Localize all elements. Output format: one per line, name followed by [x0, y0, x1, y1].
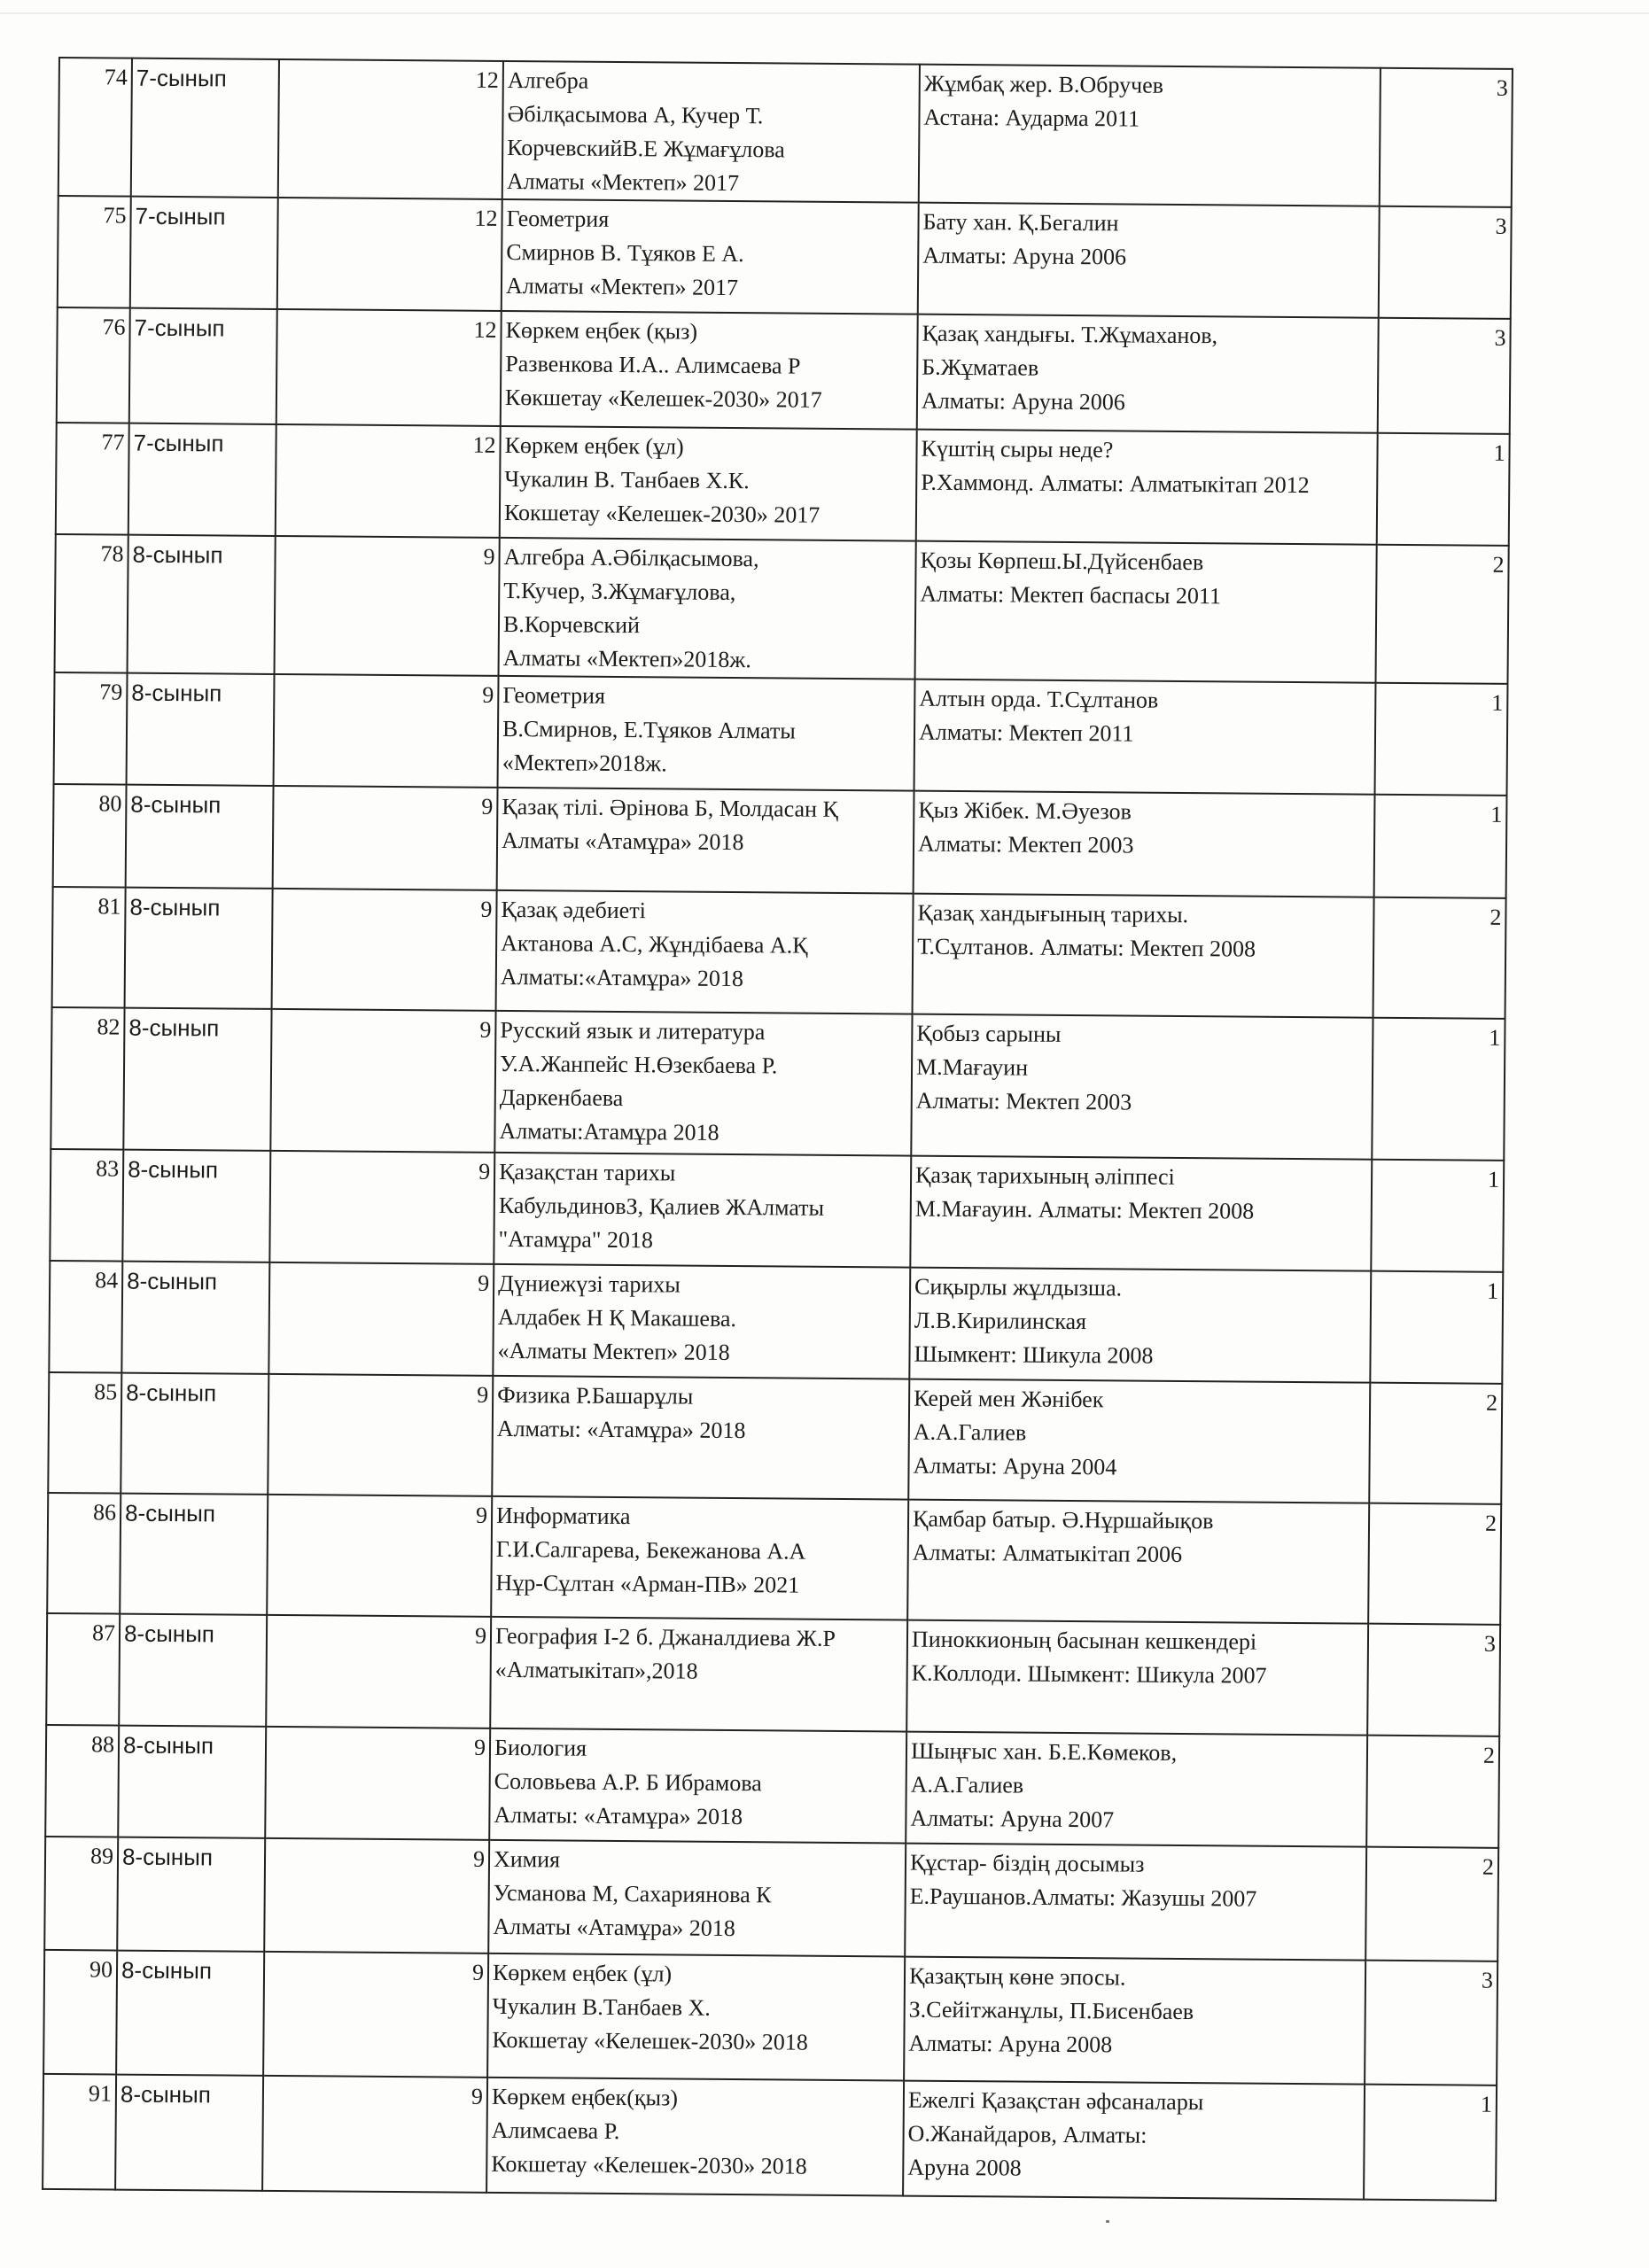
textbook-cell [493, 1264, 910, 1379]
row-number: 86 [47, 1493, 121, 1614]
reading-book-line: З.Сейітжанұлы, П.Бисенбаев [908, 1996, 1194, 2025]
hours-cell: 9 [262, 2076, 487, 2193]
grade-cell: 7-сынып [130, 197, 278, 309]
textbook-cell [491, 1496, 908, 1620]
reading-book-line: Қыз Жібек. М.Әуезов [918, 796, 1132, 825]
textbook-cell [502, 199, 919, 315]
reading-book-line: Алматы: Мектеп 2003 [915, 1087, 1132, 1115]
reading-book-cell [906, 1620, 1368, 1736]
grade-cell: 8-сынып [125, 888, 273, 1009]
textbook-cell [489, 1728, 906, 1844]
hours-cell: 12 [277, 198, 502, 311]
reading-book-line: Ежелгі Қазақстан әфсаналары [907, 2086, 1204, 2116]
hours-cell: 9 [269, 1151, 494, 1264]
hours-cell: 9 [266, 1615, 491, 1728]
textbook-line: Химия [493, 1845, 561, 1873]
reading-book-line: Қазақтың көне эпосы. [908, 1962, 1126, 1991]
textbook-cell [494, 1153, 911, 1268]
row-number: 76 [57, 307, 130, 423]
quantity-cell: 3 [1367, 1624, 1500, 1736]
reading-book-cell [919, 65, 1381, 206]
textbook-line: Дүниежүзі тарихы [498, 1270, 681, 1298]
textbook-line: Кокшетау «Келешек-2030» 2018 [491, 2150, 807, 2179]
grade-cell: 8-сынып [122, 1150, 270, 1262]
table-row [45, 1725, 1499, 1848]
quantity-cell: 2 [1366, 1736, 1499, 1848]
hours-cell: 9 [273, 786, 498, 890]
textbook-line: Биология [494, 1734, 587, 1761]
quantity-cell: 3 [1380, 68, 1513, 207]
grade-cell: 8-сынып [120, 1494, 268, 1615]
quantity-cell: 2 [1369, 1383, 1502, 1504]
row-number: 83 [50, 1149, 123, 1262]
textbook-line: Алматы «Мектеп»2018ж. [502, 644, 751, 673]
reading-book-cell [911, 1014, 1373, 1160]
reading-book-line: Аруна 2008 [907, 2154, 1022, 2181]
textbook-line: У.А.Жанпейс Н.Өзекбаева Р. [499, 1050, 778, 1079]
reading-book-line: Алматы: Аруна 2007 [910, 1805, 1115, 1833]
quantity-cell: 1 [1370, 1271, 1503, 1384]
textbook-cell [494, 1011, 912, 1156]
table-row [53, 784, 1507, 898]
reading-book-line: Алматы: Мектеп 2011 [918, 718, 1134, 747]
table-row [48, 1372, 1502, 1504]
grade-cell: 8-сынып [121, 1262, 269, 1374]
textbook-cell [492, 1376, 909, 1500]
textbook-line: КабульдиновЗ, Қалиев ЖАлматы [498, 1192, 825, 1221]
textbook-line: Көркем еңбек (ұл) [492, 1959, 673, 1987]
table-row [56, 423, 1510, 546]
textbook-line: Кокшетау «Келешек-2030» 2017 [503, 499, 821, 528]
hours-cell: 9 [264, 1838, 489, 1953]
textbook-cell [487, 1953, 905, 2081]
grade-cell: 8-сынып [127, 673, 275, 786]
hours-cell: 9 [268, 1374, 493, 1496]
row-number: 81 [52, 887, 126, 1008]
textbook-cell [499, 538, 916, 680]
reading-book-cell [916, 430, 1378, 545]
grade-cell: 8-сынып [116, 1951, 264, 2076]
hours-cell: 9 [270, 1009, 495, 1153]
textbook-line: Физика Р.Башарұлы [497, 1381, 694, 1410]
reading-book-line: Алматы: Аруна 2006 [921, 387, 1125, 416]
row-number: 82 [51, 1007, 124, 1150]
reading-book-cell [906, 1732, 1367, 1847]
textbook-line: Алматы: «Атамұра» 2018 [496, 1415, 746, 1444]
reading-book-line: Қазақ хандығы. Т.Жұмаханов, [922, 320, 1218, 349]
reading-book-line: О.Жанайдаров, Алматы: [907, 2120, 1147, 2148]
textbook-line: Чукалин В.Танбаев Х. [492, 1992, 711, 2021]
textbook-cell [502, 61, 920, 203]
quantity-cell: 2 [1375, 545, 1508, 684]
quantity-cell: 1 [1371, 1160, 1504, 1272]
grade-cell: 8-сынып [118, 1726, 266, 1838]
textbook-line: Даркенбаева [499, 1084, 624, 1112]
grade-cell: 8-сынып [119, 1614, 267, 1727]
reading-book-line: Жұмбақ жер. В.Обручев [923, 70, 1164, 98]
row-number: 87 [46, 1613, 120, 1726]
quantity-cell: 1 [1377, 433, 1510, 546]
row-number: 77 [56, 423, 129, 535]
reading-book-cell [915, 541, 1377, 683]
row-number: 91 [43, 2074, 116, 2190]
table-row [52, 887, 1506, 1019]
textbook-line: Смирнов В. Тұяков Е А. [506, 238, 744, 268]
textbook-line: Қазақ тілі. Әрінова Б, Молдасан Қ [502, 793, 838, 822]
textbook-line: Усманова М, Сахариянова К [493, 1879, 772, 1908]
reading-book-line: Б.Жұматаев [922, 353, 1039, 381]
reading-book-cell [905, 1844, 1366, 1961]
textbook-line: Г.И.Салгарева, Бекежанова А.А [495, 1535, 806, 1565]
reading-book-cell [918, 203, 1380, 318]
quantity-cell: 1 [1372, 1018, 1505, 1161]
reading-book-line: Сиқырлы жұлдызша. [914, 1273, 1123, 1301]
quantity-cell: 1 [1375, 683, 1508, 796]
textbook-line: Актанова А.С, Жұндібаева А.Қ [501, 929, 808, 959]
table-row [55, 534, 1509, 684]
reading-book-cell [907, 1500, 1369, 1624]
textbook-cell [486, 2078, 904, 2196]
textbook-line: Развенкова И.А.. Алимсаева Р [505, 350, 801, 379]
table-row [44, 1837, 1498, 1961]
hours-cell: 9 [274, 674, 499, 788]
textbook-line: Кокшетау «Келешек-2030» 2018 [492, 2026, 808, 2055]
textbook-line: Алимсаева Р. [491, 2117, 620, 2145]
textbook-line: Қазақ әдебиеті [501, 896, 646, 924]
quantity-cell: 3 [1365, 1961, 1497, 2085]
reading-book-line: Қамбар батыр. Ә.Нұршайықов [912, 1505, 1214, 1534]
textbook-line: География І-2 б. Джаналдиева Ж.Р [494, 1622, 836, 1651]
reading-book-line: Е.Раушанов.Алматы: Жазушы 2007 [909, 1883, 1257, 1912]
reading-book-line: Алматы: Мектеп 2003 [917, 830, 1134, 858]
reading-book-cell [903, 2081, 1365, 2200]
reading-book-line: Қозы Көрпеш.Ы.Дүйсенбаев [920, 547, 1204, 576]
reading-book-line: М.Мағауин [915, 1053, 1029, 1081]
reading-book-line: Керей мен Жәнібек [914, 1385, 1104, 1413]
textbook-line: «Алматы Мектеп» 2018 [497, 1337, 730, 1365]
hours-cell: 12 [276, 309, 502, 426]
grade-cell: 8-сынып [128, 535, 276, 674]
quantity-cell: 3 [1379, 206, 1512, 319]
row-number: 75 [58, 196, 131, 308]
reading-book-line: А.А.Галиев [910, 1771, 1024, 1798]
textbook-line: Т.Кучер, З.Жұмағұлова, [503, 577, 736, 606]
table-row [47, 1493, 1501, 1625]
table-row [43, 1950, 1497, 2085]
reading-book-line: Қазақ хандығының тарихы. [917, 899, 1189, 928]
reading-book-cell [913, 894, 1374, 1018]
quantity-cell: 2 [1365, 1847, 1498, 1961]
textbook-line: Алгебра А.Әбілқасымова, [503, 543, 759, 572]
textbook-line: Алматы: «Атамұра» 2018 [494, 1801, 743, 1830]
row-number: 84 [49, 1261, 122, 1373]
hours-cell: 9 [263, 1952, 488, 2078]
quantity-cell: 1 [1374, 795, 1507, 898]
textbook-line: Нұр-Сұлтан «Арман-ПВ» 2021 [495, 1569, 800, 1598]
textbook-line: Алгебра [507, 66, 589, 94]
textbook-line: Чукалин В. Танбаев Х.К. [504, 465, 750, 494]
grade-cell: 8-сынып [126, 785, 274, 889]
textbook-line: Геометрия [506, 205, 610, 232]
reading-book-line: Алматы: Аруна 2006 [922, 242, 1127, 270]
hours-cell: 9 [265, 1727, 490, 1840]
reading-book-line: Бату хан. Қ.Бегалин [922, 208, 1119, 237]
grade-cell: 8-сынып [115, 2075, 263, 2191]
row-number: 78 [55, 534, 128, 673]
hours-cell: 12 [278, 59, 503, 199]
reading-book-line: Алтын орда. Т.Сұлтанов [919, 685, 1159, 713]
textbook-line: Алматы «Мектеп» 2017 [505, 272, 739, 301]
textbook-line: Көркем еңбек (ұл) [504, 431, 684, 460]
textbook-line: Алматы:«Атамұра» 2018 [500, 963, 744, 992]
table-row [57, 307, 1511, 434]
reading-book-line: Т.Сұлтанов. Алматы: Мектеп 2008 [917, 933, 1256, 962]
textbook-line: Алматы:Атамұра 2018 [499, 1117, 719, 1146]
textbook-cell [488, 1840, 906, 1957]
textbook-line: Көркем еңбек (қыз) [505, 316, 698, 345]
page-top-edge [0, 12, 1649, 14]
reading-book-cell [914, 680, 1376, 795]
textbook-line: Алдабек Н Қ Макашева. [497, 1303, 737, 1332]
textbook-line: Соловьева А.Р. Б Ибрамова [494, 1767, 762, 1797]
textbook-line: Геометрия [502, 681, 606, 709]
table-row [58, 196, 1512, 319]
textbook-line: Көкшетау «Келешек-2030» 2017 [504, 384, 822, 413]
table-row [43, 2074, 1497, 2201]
reading-book-line: Л.В.Кирилинская [914, 1307, 1087, 1335]
reading-book-line: Астана: Аударма 2011 [923, 104, 1140, 132]
table-row [51, 1007, 1505, 1161]
grade-cell: 7-сынып [131, 58, 279, 198]
textbook-cell [490, 1617, 907, 1732]
textbook-line: «Алматыкітап»,2018 [494, 1656, 698, 1684]
textbook-line: Русский язык и литература [500, 1016, 766, 1045]
hours-cell: 12 [276, 424, 501, 538]
quantity-cell: 1 [1364, 2085, 1497, 2201]
grade-cell: 8-сынып [121, 1373, 268, 1495]
table-row [58, 58, 1513, 207]
row-number: 89 [44, 1837, 118, 1951]
table-row [46, 1613, 1500, 1736]
hours-cell: 9 [272, 889, 497, 1011]
hours-cell: 9 [267, 1495, 492, 1617]
textbook-line: «Мектеп»2018ж. [502, 749, 667, 777]
textbook-line: "Атамұра" 2018 [498, 1225, 654, 1254]
textbook-line: Қазақстан тарихы [499, 1158, 676, 1186]
reading-book-cell [914, 791, 1375, 897]
textbook-line: Көркем еңбек(қыз) [491, 2083, 679, 2111]
textbook-line: В.Смирнов, Е.Тұяков Алматы [502, 715, 796, 744]
reading-book-line: Алматы: Аруна 2004 [913, 1452, 1117, 1480]
row-number: 90 [43, 1950, 117, 2075]
textbook-line: Алматы «Атамұра» 2018 [501, 827, 744, 856]
textbook-line: Алматы «Атамұра» 2018 [493, 1913, 735, 1942]
table-body [43, 58, 1513, 2201]
textbook-line: Әбілқасымова А, Кучер Т. [507, 100, 764, 129]
reading-book-line: Р.Хаммонд. Алматы: Алматыкітап 2012 [921, 469, 1310, 499]
reading-book-line: Шыңғыс хан. Б.Е.Көмеков, [910, 1737, 1178, 1766]
textbook-cell [501, 311, 918, 430]
row-number: 80 [53, 784, 127, 888]
textbook-cell [498, 676, 915, 791]
grade-cell: 8-сынып [123, 1008, 271, 1151]
reading-book-line: Күштің сыры неде? [921, 435, 1114, 463]
quantity-cell: 2 [1368, 1503, 1501, 1625]
textbook-cell [500, 426, 917, 541]
reading-book-line: Қазақ тарихының әліппесі [915, 1161, 1175, 1190]
table-row [49, 1261, 1503, 1384]
grade-cell: 7-сынып [129, 308, 277, 424]
reading-book-line: Алматы: Мектеп баспасы 2011 [920, 580, 1222, 610]
hours-cell: 9 [275, 536, 500, 676]
reading-book-cell [910, 1156, 1372, 1271]
reading-book-line: Пиноккионың басынан кешкендері [911, 1626, 1257, 1655]
row-number: 88 [45, 1725, 119, 1837]
reading-book-line: Қобыз сарыны [916, 1020, 1062, 1047]
reading-book-line: Алматы: Аруна 2008 [908, 2030, 1113, 2058]
quantity-cell: 2 [1373, 897, 1506, 1019]
reading-book-cell [909, 1268, 1371, 1383]
reading-book-line: Құстар- біздің досымыз [909, 1849, 1145, 1877]
reading-book-line: А.А.Галиев [913, 1418, 1027, 1446]
table-row [50, 1149, 1504, 1272]
reading-book-cell [908, 1379, 1370, 1503]
reading-book-cell [917, 315, 1379, 433]
quantity-cell: 3 [1378, 318, 1511, 434]
book-list-table [42, 57, 1513, 2202]
row-number: 79 [54, 672, 128, 785]
scan-speck [1106, 2220, 1109, 2223]
textbook-cell [496, 890, 914, 1014]
textbook-cell [497, 788, 914, 894]
reading-book-line: Шымкент: Шикула 2008 [914, 1340, 1154, 1369]
table-row [54, 672, 1508, 796]
textbook-line: Алматы «Мектеп» 2017 [506, 167, 740, 197]
textbook-line: КорчевскийВ.Е Жұмағұлова [507, 134, 785, 163]
textbook-line: В.Корчевский [502, 610, 641, 639]
reading-book-line: К.Коллоди. Шымкент: Шикула 2007 [911, 1659, 1267, 1689]
reading-book-line: М.Мағауин. Алматы: Мектеп 2008 [914, 1195, 1255, 1224]
reading-book-line: Алматы: Алматыкітап 2006 [912, 1539, 1183, 1568]
grade-cell: 7-сынып [128, 423, 276, 536]
grade-cell: 8-сынып [117, 1837, 265, 1952]
hours-cell: 9 [268, 1262, 494, 1376]
row-number: 74 [58, 58, 132, 197]
reading-book-cell [904, 1957, 1365, 2085]
textbook-line: Информатика [495, 1502, 631, 1530]
row-number: 85 [48, 1372, 121, 1494]
